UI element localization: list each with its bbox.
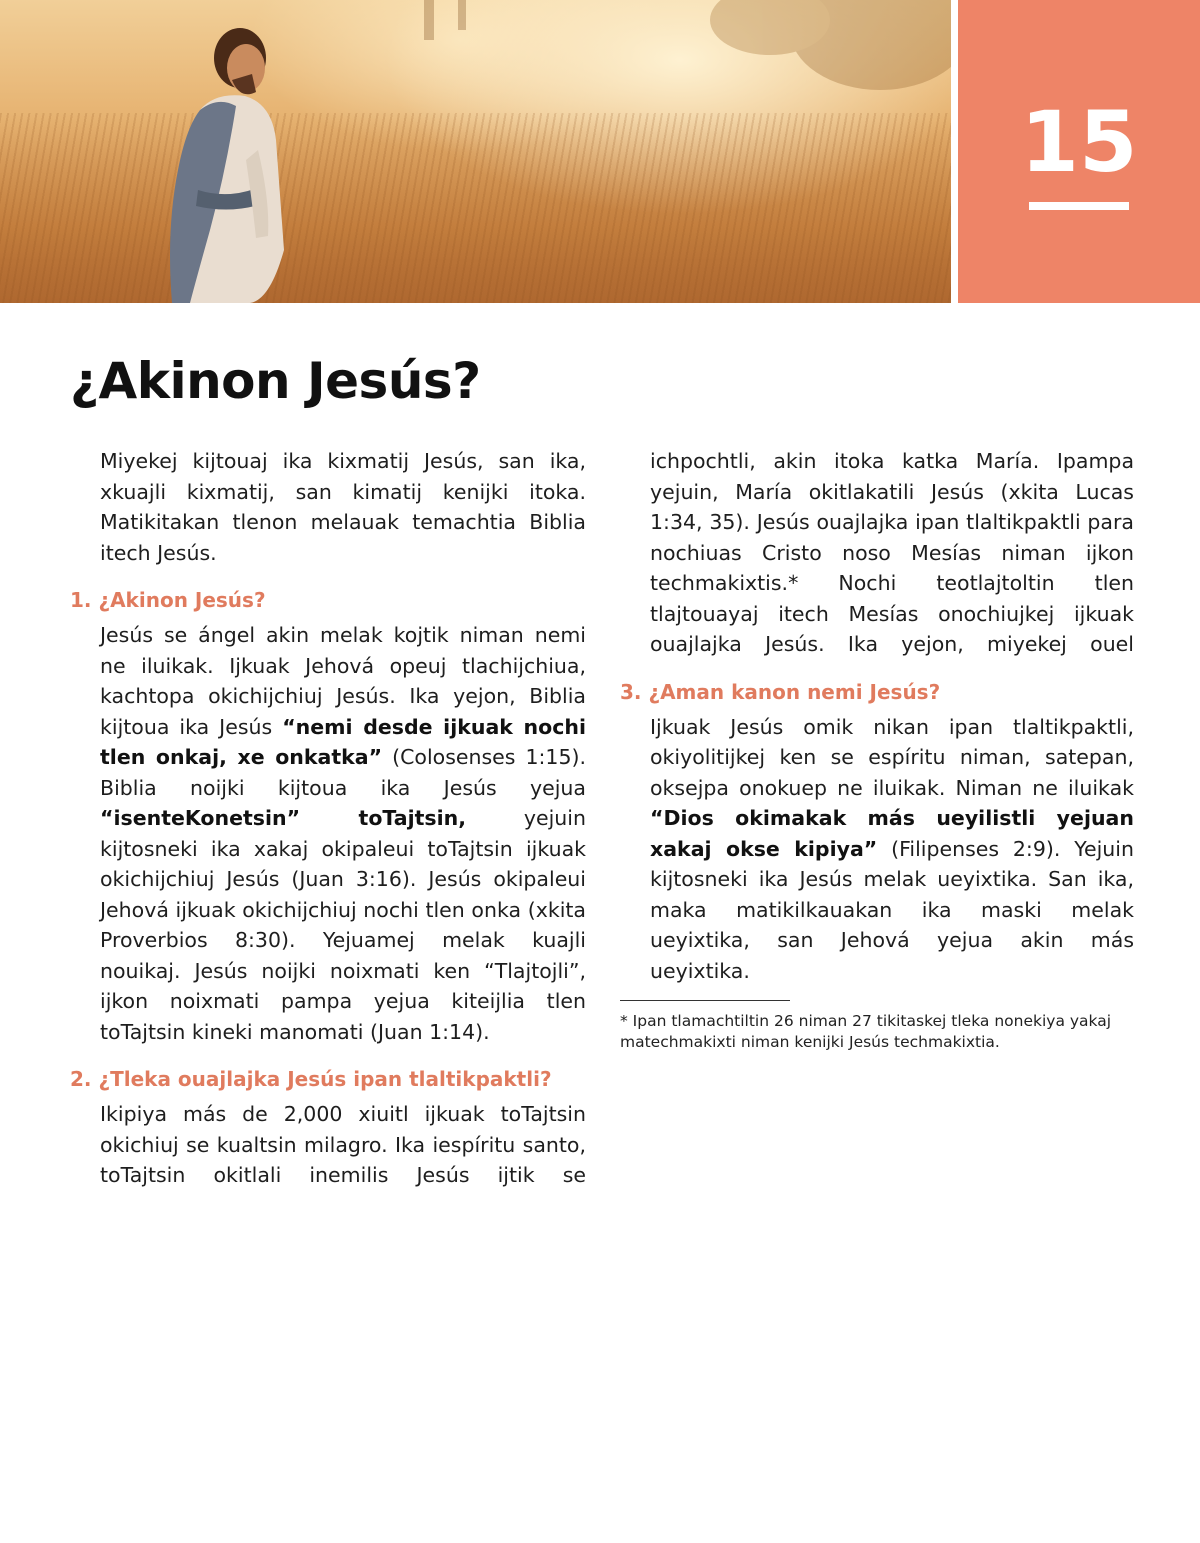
page-title: ¿Akinon Jesús? [70, 352, 481, 410]
answer-paragraph-3: Ijkuak Jesús omik nikan ipan tlaltikpaktli, okiyolitijkej ken se espíritu niman, satepan, oksejpa onokuep ne iluikak. Niman ne iluikak “Dios okimakak más ueyilistli yejuan xakaj okse kipiya” (Filipenses 2:9). Yejuin kijtosneki ika Jesús melak ueyixtika. San ika, maka matikilkauakan ika maski melak ueyixtika, san Jehová yejua akin más ueyixtika. [650, 714, 1134, 983]
intro-paragraph: Miyekej kijtouaj ika kixmatij Jesús, san ika, xkuajli kixmatij, san kimatij kenijki itoka. Matikitakan tlenon melauak temachtia Biblia itech Jesús. [100, 449, 586, 565]
footnote-divider [620, 1000, 790, 1001]
answer-paragraph-1: Jesús se ángel akin melak kojtik niman nemi ne iluikak. Ijkuak Jehová opeuj tlachijchiua, kachtopa okichijchiuj Jesús. Ika yejon, Biblia kijtoua ika Jesús “nemi desde ijkuak nochi tlen onkaj, xe onkatka” (Colosenses 1:15). Biblia noijki kijtoua ika Jesús yejua “isenteKonetsin” toTajtsin, yejuin kijtosneki ika xakaj okipaleui toTajtsin ijkuak okichijchiuj Jesús (Juan 3:16). Jesús okipaleui Jehová ijkuak okichijchiuj nochi tlen onka (xkita Proverbios 8:30). Yejuamej melak kuajli nouikaj. Jesús noijki noixmati ken “Tlajtojli”, ijkon noixmati pampa yejua kiteijlia tlen toTajtsin kineki manomati (Juan 1:14). [100, 623, 586, 1044]
hero-photo [0, 0, 951, 303]
chapter-badge [958, 0, 1200, 303]
answer-paragraph-2: Ikipiya más de 2,000 xiuitl ijkuak toTajtsin okichiuj se kualtsin milagro. Ika iespíritu santo, toTajtsin okitlali inemilis Jesús ijtik se [100, 1102, 586, 1187]
chapter-number: 15 [1020, 93, 1138, 191]
question-heading-3: 3. ¿Aman kanon nemi Jesús? [620, 679, 941, 704]
footnote: * Ipan tlamachtiltin 26 niman 27 tikitaskej tleka nonekiya yakaj matechmakixti niman kenijki Jesús techmakixtia. [620, 1012, 1112, 1051]
left-column [70, 446, 586, 1191]
walking-figure [170, 28, 284, 303]
chapter-underline [1029, 202, 1129, 210]
right-column [620, 446, 1134, 1053]
hero-illustration [0, 0, 951, 303]
question-heading-2: 2. ¿Tleka ouajlajka Jesús ipan tlaltikpaktli? [70, 1067, 552, 1091]
question-heading-1: 1. ¿Akinon Jesús? [70, 588, 266, 612]
answer-paragraph-2-continued: ichpochtli, akin itoka katka María. Ipampa yejuin, María okitlakatili Jesús (xkita Lucas 1:34, 35). Jesús ouajlajka ipan tlaltikpaktli para nochiuas Cristo noso Mesías niman ijkon techmakixtis.* Nochi teotlajtoltin tlen tlajtouayaj itech Mesías onochiujkej ijkuak ouajlajka Jesús. Ika yejon, miyekej ouel [650, 449, 1134, 656]
